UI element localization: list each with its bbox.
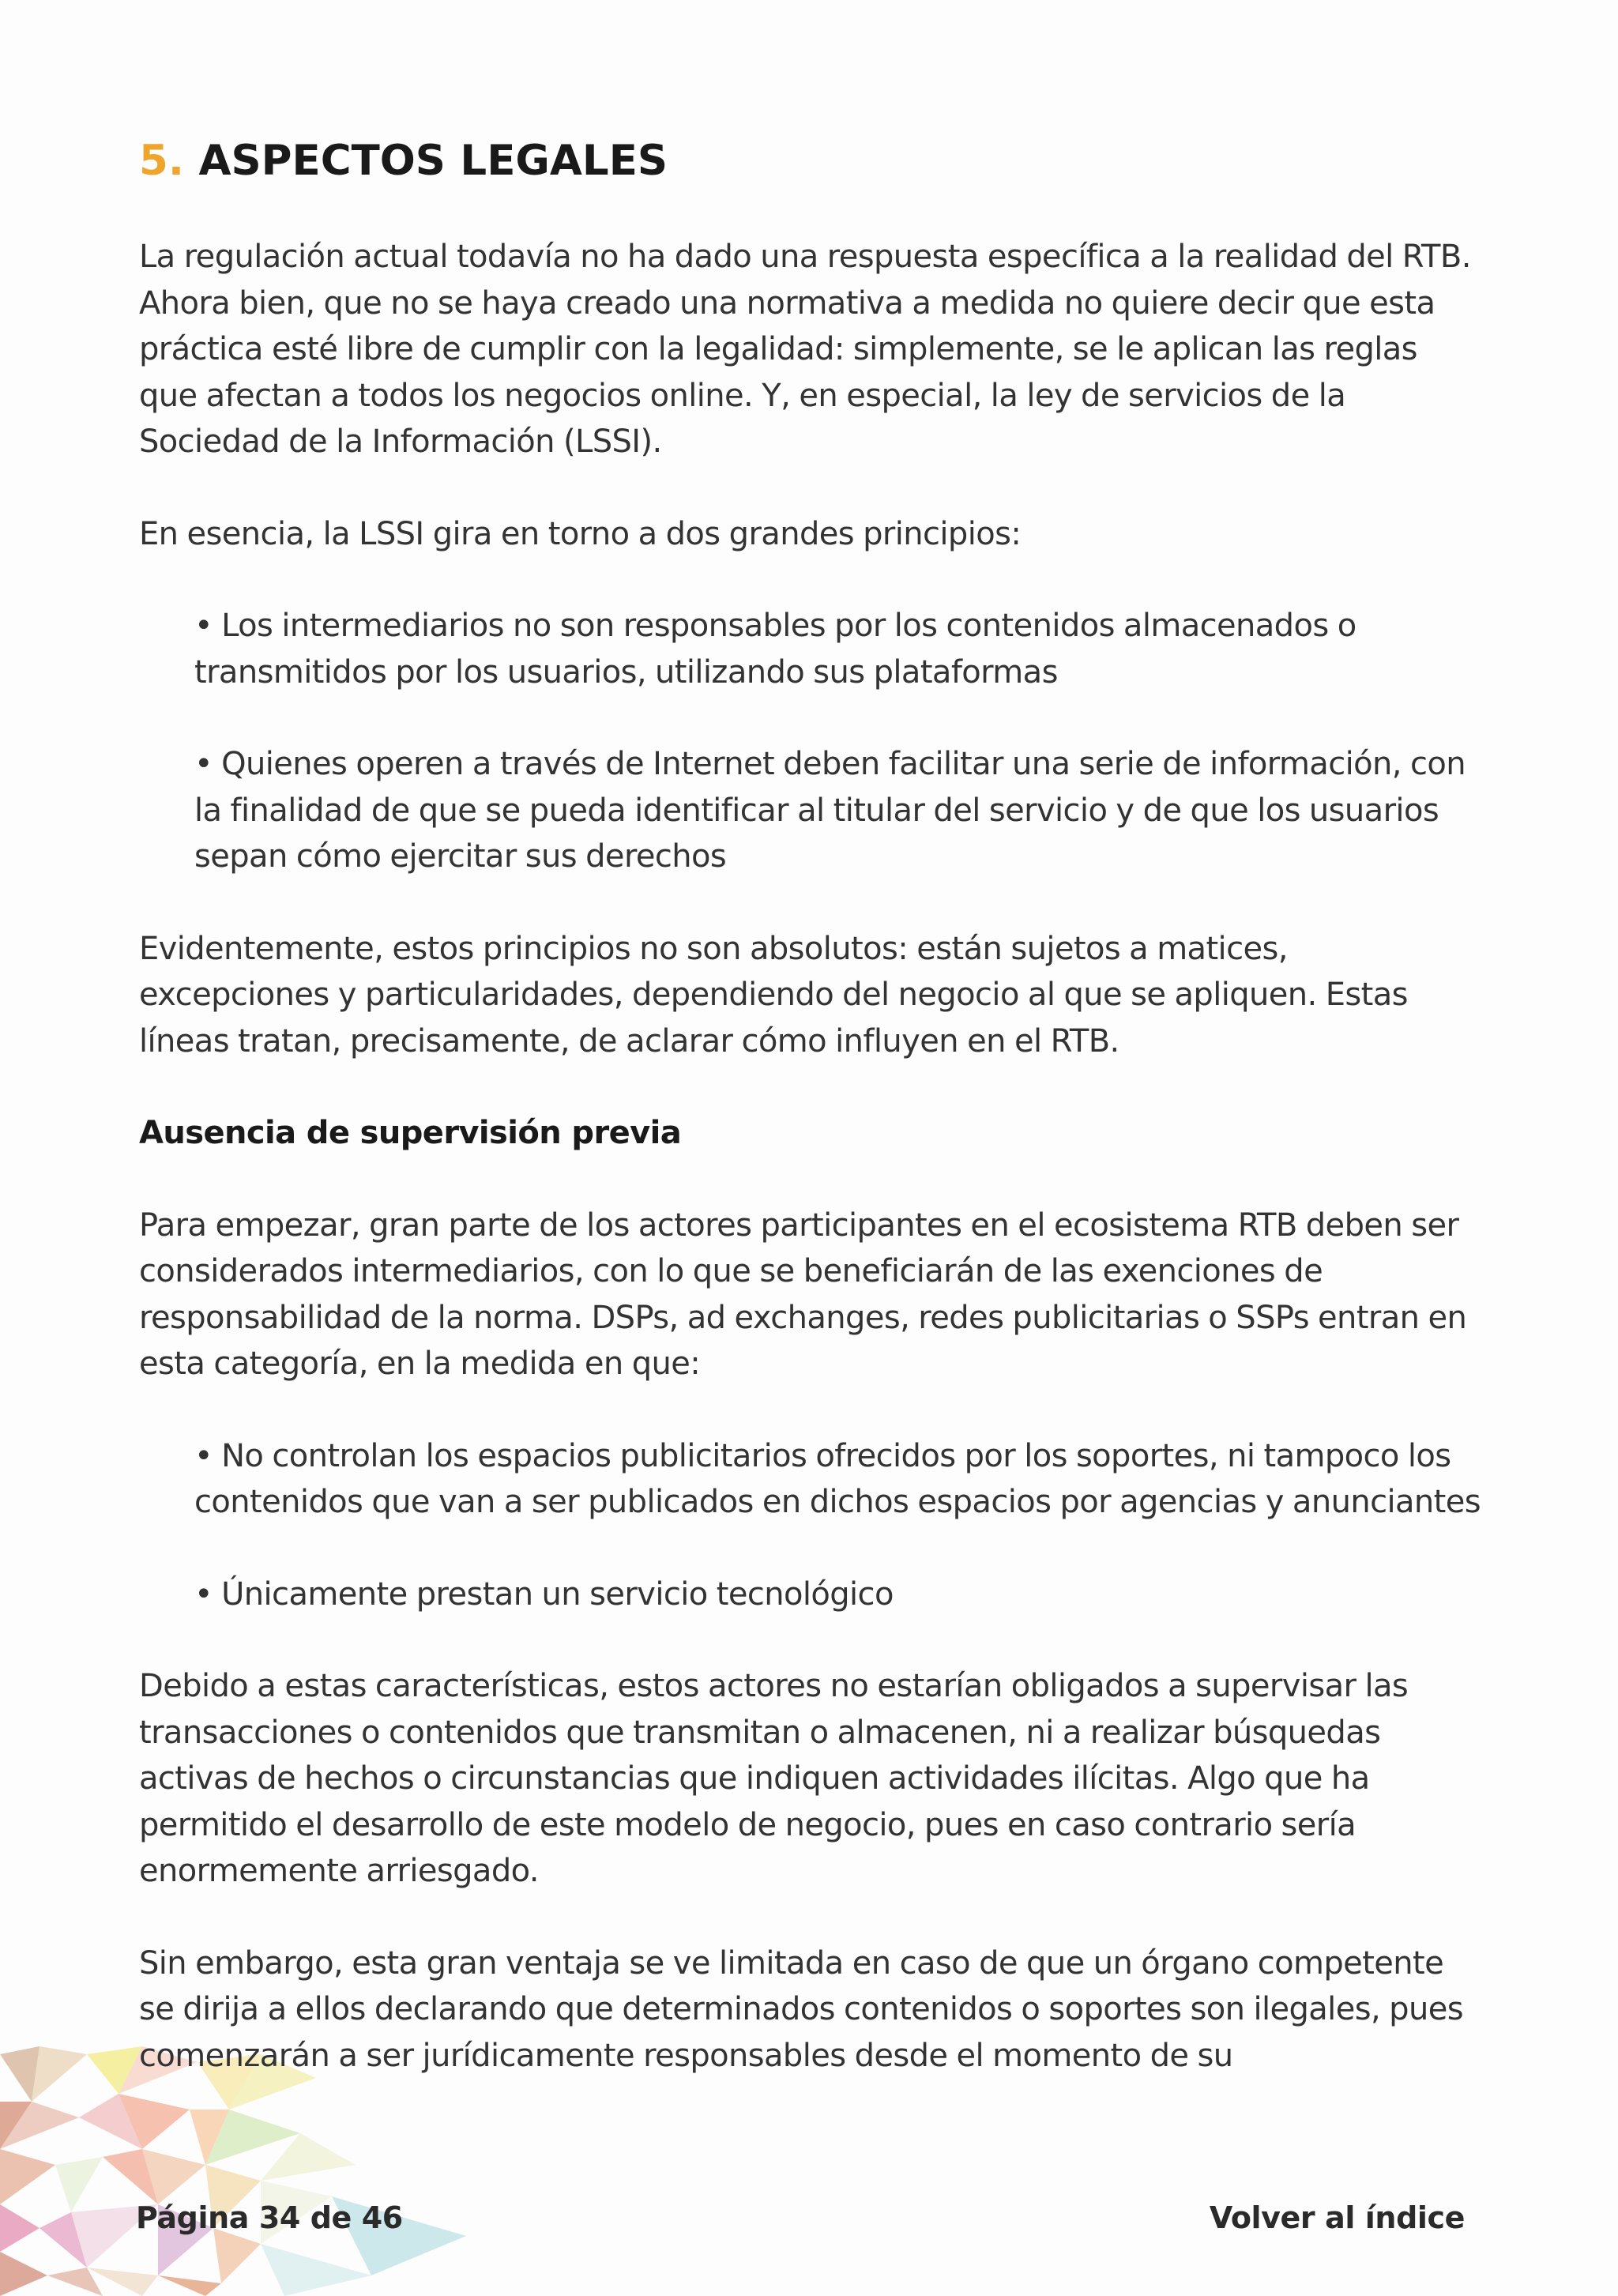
section-title-text: ASPECTOS LEGALES (198, 137, 668, 185)
page-number: Página 34 de 46 (136, 2200, 403, 2235)
paragraph-characteristics: Debido a estas características, estos actores no estarían obligados a supervisar las transacciones o contenidos que transmitan o almacenen, ni a realizar búsquedas activas de hechos o circunstancias que indiquen actividades ilícitas. Algo que ha permitido el desarrollo de este modelo de negocio, pues en caso contrario sería enormemente arriesgado. (139, 1668, 1409, 1889)
bullet-item: • Los intermediarios no son responsables por los contenidos almacenados o transmitidos por los usuarios, utilizando sus plataformas (194, 608, 1356, 691)
subheading: Ausencia de supervisión previa (139, 1115, 682, 1151)
paragraph-limitation: Sin embargo, esta gran ventaja se ve limitada en caso de que un órgano competente se dirija a ellos declarando que determinados contenidos o soportes son ilegales, pues comenzarán a ser jurídicamente responsables desde el momento de su (139, 1944, 1463, 2074)
main-content (139, 126, 1482, 2125)
section-title (139, 126, 1482, 196)
back-to-index-link[interactable]: Volver al índice (1209, 2200, 1465, 2235)
paragraph-intermediaries: Para empezar, gran parte de los actores participantes en el ecosistema RTB deben ser considerados intermediarios, con lo que se beneficiarán de las exenciones de responsabilidad de la norma. DSPs, ad exchanges, redes publicitarias o SSPs entran en esta categoría, en la medida en que: (139, 1206, 1467, 1382)
paragraph-principles-intro: En esencia, la LSSI gira en torno a dos grandes principios: (139, 515, 1022, 552)
bullet-item: • No controlan los espacios publicitarios ofrecidos por los soportes, ni tampoco los contenidos que van a ser publicados en dichos espacios por agencias y anunciantes (194, 1437, 1481, 1520)
paragraph-principles-note: Evidentemente, estos principios no son absolutos: están sujetos a matices, excepciones y particularidades, dependiendo del negocio al que se apliquen. Estas líneas tratan, precisamente, de aclarar cómo influyen en el RTB. (139, 930, 1408, 1060)
bullet-item: • Únicamente prestan un servicio tecnológico (194, 1575, 894, 1613)
bullet-item: • Quienes operen a través de Internet deben facilitar una serie de información, con la finalidad de que se pueda identificar al titular del servicio y de que los usuarios sepan cómo ejercitar sus derechos (194, 746, 1466, 875)
section-number: 5. (139, 137, 185, 185)
paragraph-intro: La regulación actual todavía no ha dado una respuesta específica a la realidad del RTB. Ahora bien, que no se haya creado una normativa a medida no quiere decir que esta práctica esté libre de cumplir con la legalidad: simplemente, se le aplican las reglas que afectan a todos los negocios online. Y, en especial, la ley de servicios de la Sociedad de la Información (LSSI). (139, 239, 1471, 460)
